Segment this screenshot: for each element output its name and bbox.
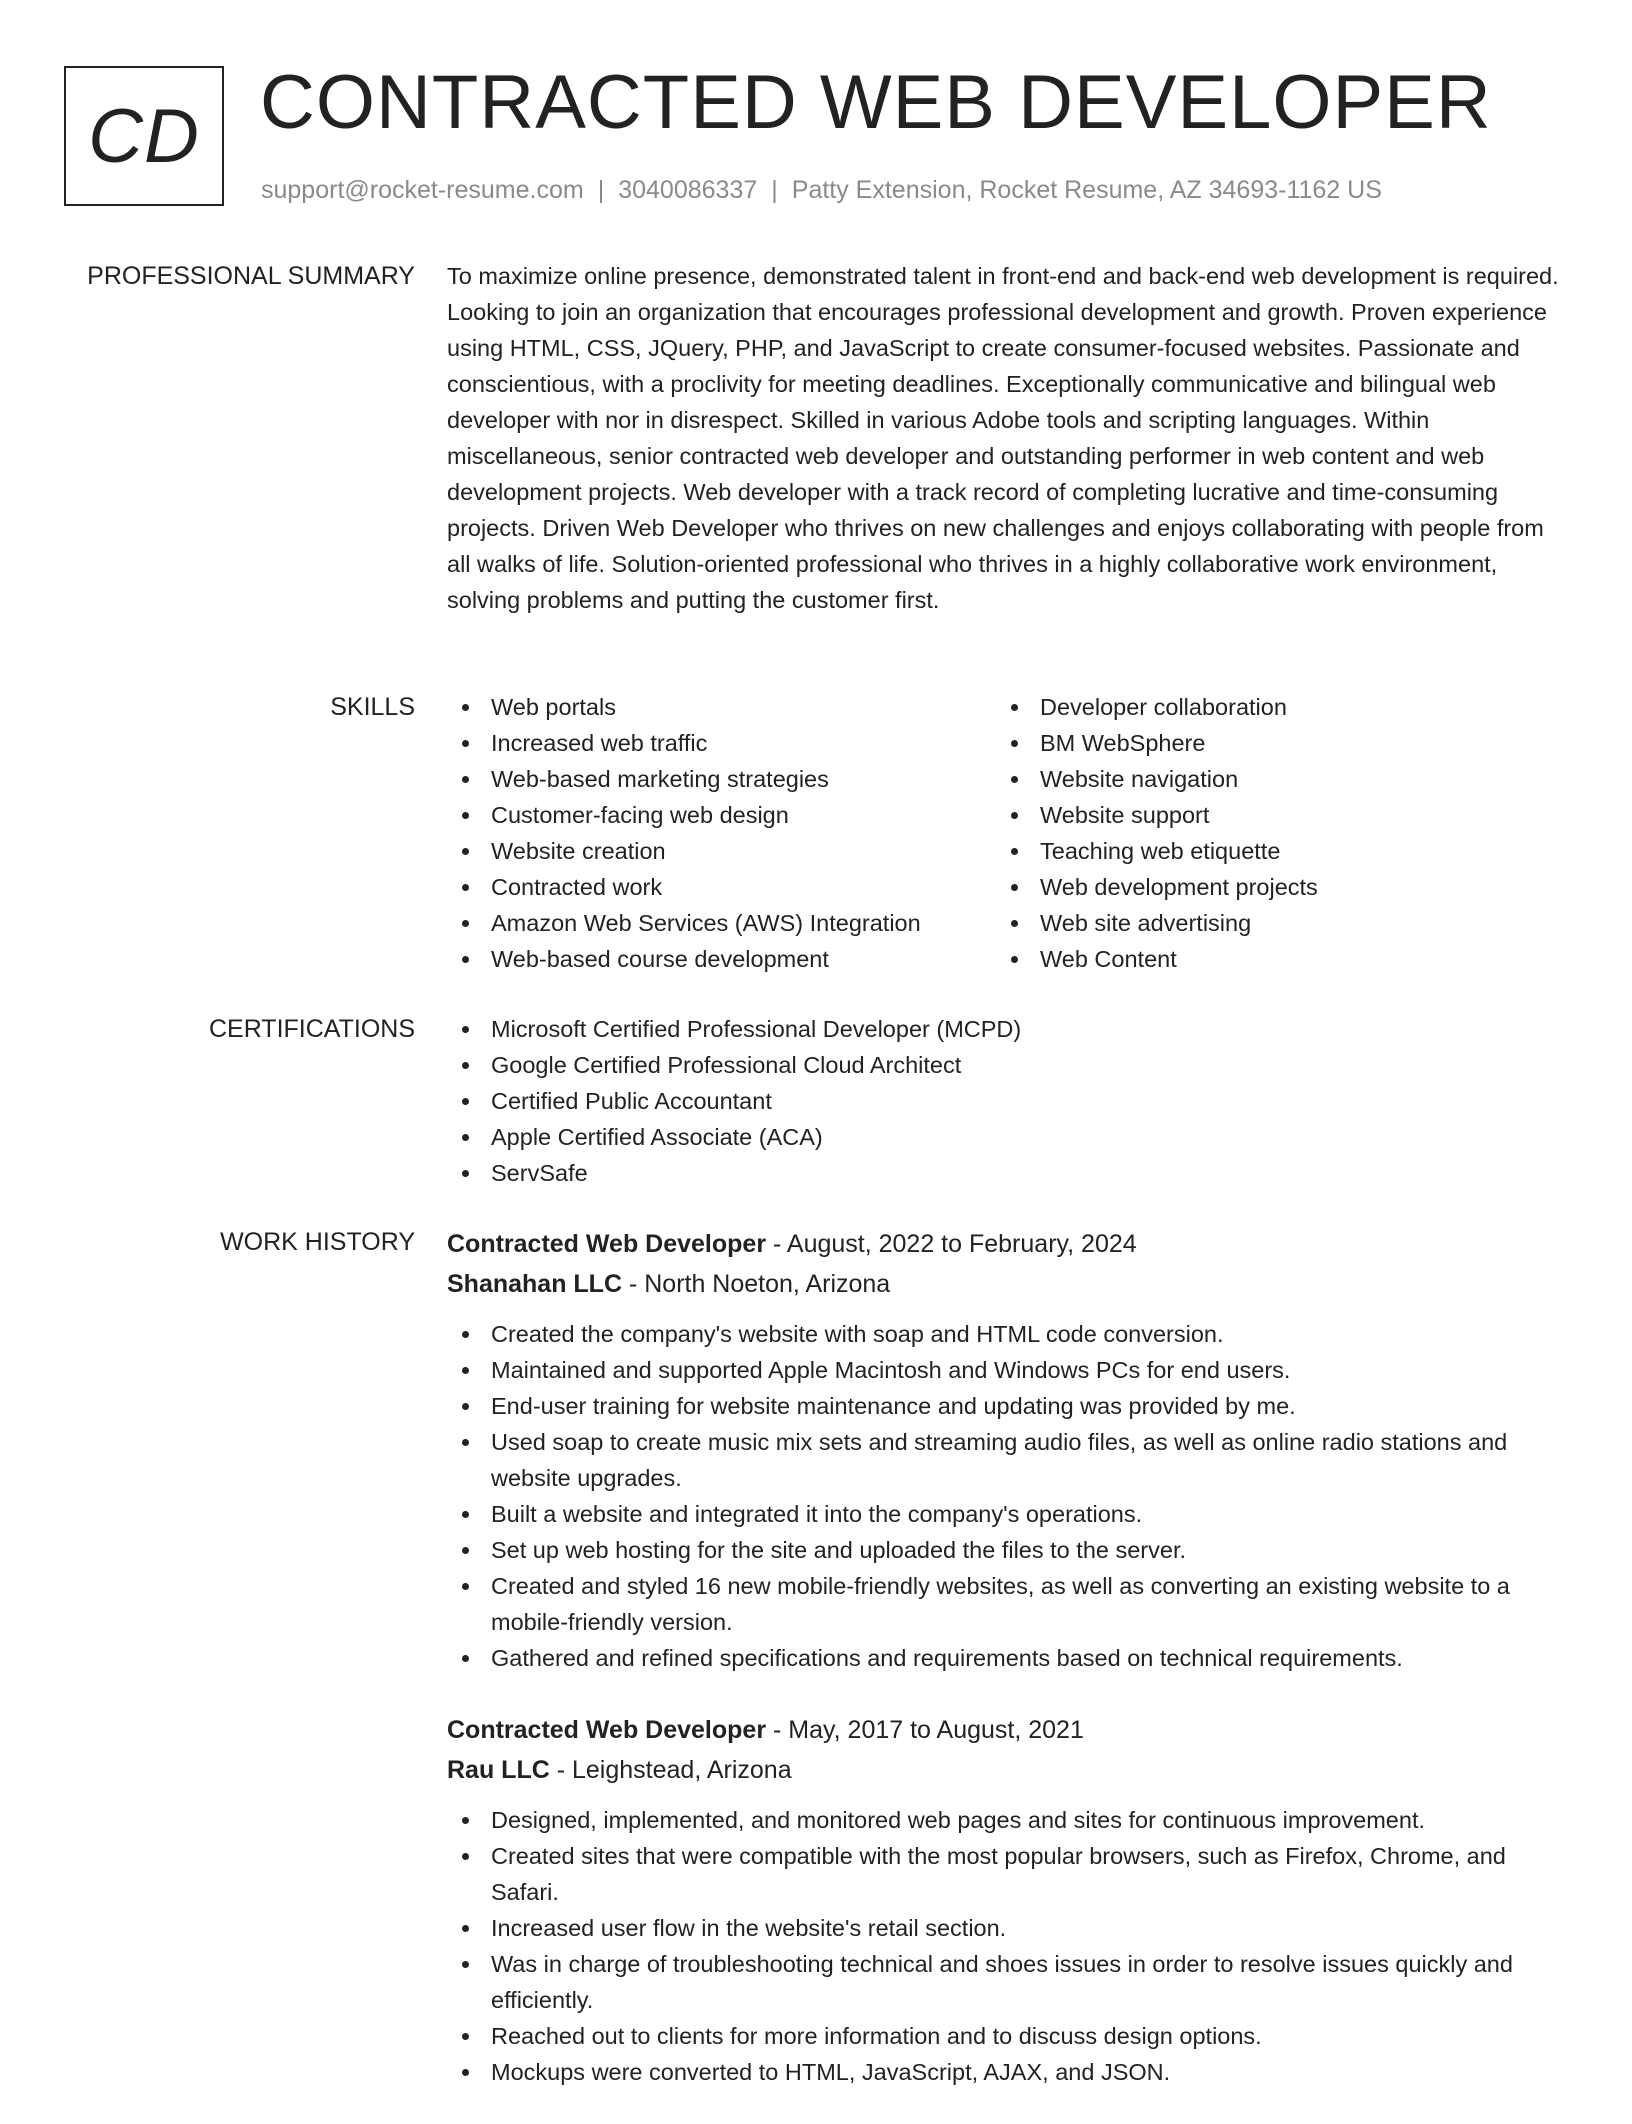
job-bullet: Gathered and refined specifications and requirements based on technical requirements. — [447, 1640, 1559, 1676]
job-company: Shanahan LLC — [447, 1270, 623, 1298]
job-role-line — [447, 1224, 1559, 1264]
job-bullet: Created the company's website with soap and HTML code conversion. — [447, 1316, 1559, 1352]
certification-item: ServSafe — [447, 1155, 1559, 1191]
job-bullet: Increased user flow in the website's retail section. — [447, 1910, 1559, 1946]
contact-address: Patty Extension, Rocket Resume, AZ 34693-1162 US — [791, 176, 1382, 204]
skill-item: Website creation — [447, 833, 996, 869]
skill-item: Web development projects — [996, 869, 1545, 905]
certification-item: Google Certified Professional Cloud Architect — [447, 1047, 1559, 1083]
monogram-box — [64, 66, 224, 206]
job-role: Contracted Web Developer — [447, 1716, 767, 1744]
job-bullet: Designed, implemented, and monitored web pages and sites for continuous improvement. — [447, 1802, 1559, 1838]
job-bullet: Created and styled 16 new mobile-friendly websites, as well as converting an existing website to a mobile-friendly version. — [447, 1568, 1559, 1640]
job-role: Contracted Web Developer — [447, 1230, 767, 1258]
job-bullet: Used soap to create music mix sets and streaming audio files, as well as online radio stations and website upgrades. — [447, 1424, 1559, 1496]
job-entry — [447, 1224, 1559, 1676]
job-location: - North Noeton, Arizona — [622, 1270, 891, 1298]
job-company-line — [447, 1264, 1559, 1304]
skill-item: BM WebSphere — [996, 725, 1545, 761]
skill-item: Developer collaboration — [996, 689, 1545, 725]
summary-title: PROFESSIONAL SUMMARY — [87, 262, 415, 290]
summary-body — [447, 258, 1559, 618]
work-body — [447, 1224, 1559, 2124]
contact-line — [261, 175, 1382, 205]
job-dates: - August, 2022 to February, 2024 — [766, 1230, 1137, 1258]
skill-item: Teaching web etiquette — [996, 833, 1545, 869]
job-entry — [447, 1710, 1559, 2090]
skill-item: Web site advertising — [996, 905, 1545, 941]
job-bullet: Maintained and supported Apple Macintosh and Windows PCs for end users. — [447, 1352, 1559, 1388]
job-dates: - May, 2017 to August, 2021 — [766, 1716, 1084, 1744]
certification-item: Certified Public Accountant — [447, 1083, 1559, 1119]
contact-phone: 3040086337 — [618, 176, 758, 204]
skill-item: Increased web traffic — [447, 725, 996, 761]
contact-separator: | — [771, 176, 778, 204]
skill-item: Web-based marketing strategies — [447, 761, 996, 797]
skills-title: SKILLS — [330, 693, 415, 721]
job-bullets — [447, 1316, 1559, 1676]
skill-item: Website support — [996, 797, 1545, 833]
job-company: Rau LLC — [447, 1756, 550, 1784]
job-bullet: Reached out to clients for more information and to discuss design options. — [447, 2018, 1559, 2054]
job-bullet: Built a website and integrated it into the company's operations. — [447, 1496, 1559, 1532]
skills-body — [447, 689, 1559, 977]
job-bullet: Was in charge of troubleshooting technical and shoes issues in order to resolve issues quickly and efficiently. — [447, 1946, 1559, 2018]
job-bullets — [447, 1802, 1559, 2090]
job-company-line — [447, 1750, 1559, 1790]
skills-list-left — [447, 689, 996, 977]
skill-item: Web Content — [996, 941, 1545, 977]
monogram-initials: CD — [88, 93, 200, 179]
contact-separator: | — [597, 176, 605, 204]
certifications-title: CERTIFICATIONS — [208, 1015, 415, 1043]
skills-list-right — [996, 689, 1545, 977]
certification-item: Apple Certified Associate (ACA) — [447, 1119, 1559, 1155]
skill-item: Web portals — [447, 689, 996, 725]
skill-item: Contracted work — [447, 869, 996, 905]
job-role-line — [447, 1710, 1559, 1750]
certifications-list — [447, 1011, 1559, 1191]
certification-item: Microsoft Certified Professional Developer (MCPD) — [447, 1011, 1559, 1047]
certifications-body — [447, 1011, 1559, 1191]
skill-item: Amazon Web Services (AWS) Integration — [447, 905, 996, 941]
resume-name: CONTRACTED WEB DEVELOPER — [260, 60, 1492, 145]
job-bullet: Created sites that were compatible with the most popular browsers, such as Firefox, Chrome, and Safari. — [447, 1838, 1559, 1910]
skill-item: Customer-facing web design — [447, 797, 996, 833]
skill-item: Website navigation — [996, 761, 1545, 797]
job-bullet: Mockups were converted to HTML, JavaScript, AJAX, and JSON. — [447, 2054, 1559, 2090]
skill-item: Web-based course development — [447, 941, 996, 977]
contact-email: support@rocket-resume.com — [261, 176, 584, 204]
job-bullet: Set up web hosting for the site and uploaded the files to the server. — [447, 1532, 1559, 1568]
job-bullet: End-user training for website maintenance and updating was provided by me. — [447, 1388, 1559, 1424]
summary-text: To maximize online presence, demonstrated talent in front-end and back-end web development is required. Looking to join an organization that encourages professional development and growth. Proven experience using HTML, CSS, JQuery, PHP, and JavaScript to create consumer-focused websites. Passionate and conscientious, with a proclivity for meeting deadlines. Exceptionally communicative and bilingual web developer with nor in disrespect. Skilled in various Adobe tools and scripting languages. Within miscellaneous, senior contracted web developer and outstanding performer in web content and web development projects. Web developer with a track record of completing lucrative and time-consuming projects. Driven Web Developer who thrives on new challenges and enjoys collaborating with people from all walks of life. Solution-oriented professional who thrives in a highly collaborative work environment, solving problems and putting the customer first. — [447, 263, 1559, 613]
work-title: WORK HISTORY — [220, 1228, 415, 1256]
job-location: - Leighstead, Arizona — [549, 1756, 792, 1784]
